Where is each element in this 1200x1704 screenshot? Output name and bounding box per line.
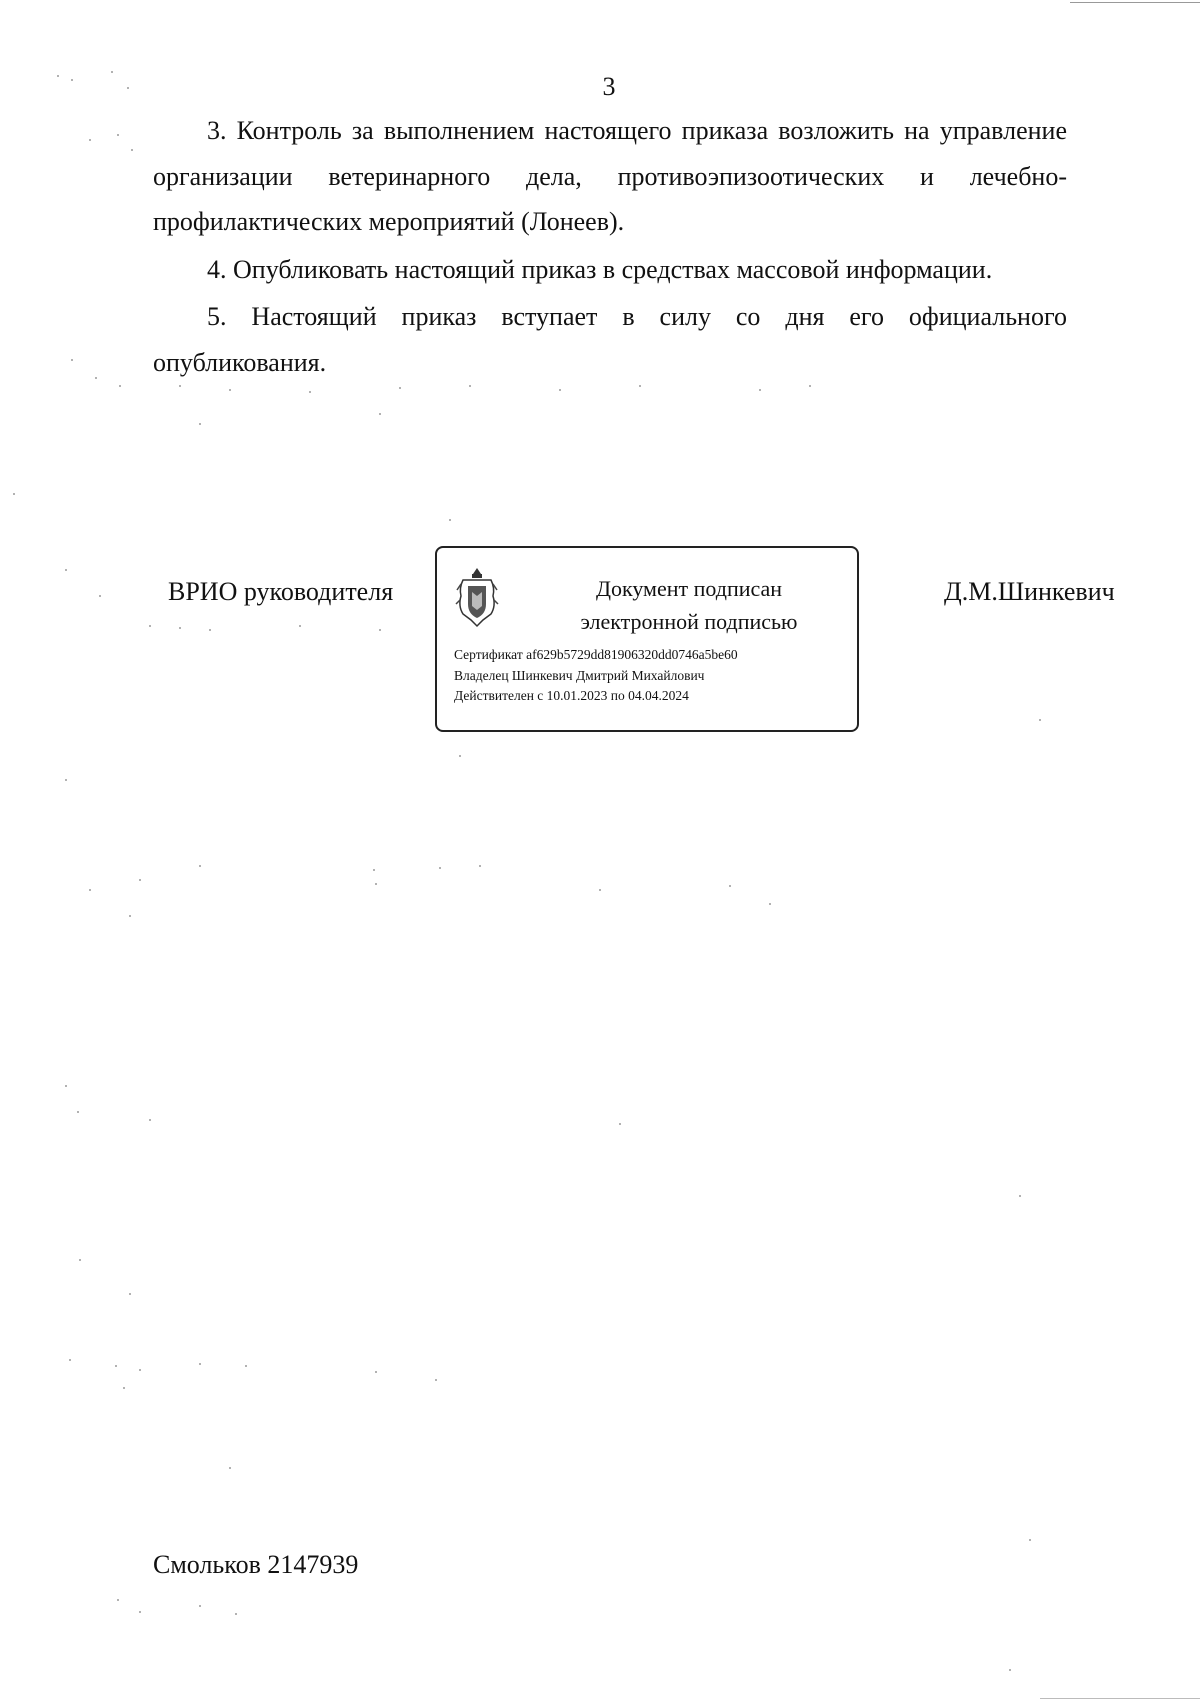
- scan-edge-top: [1070, 2, 1200, 3]
- scan-edge-bottom: [1040, 1698, 1200, 1699]
- regional-coat-of-arms-icon: [455, 566, 499, 628]
- stamp-certificate: Сертификат af629b5729dd81906320dd0746a5be60: [454, 647, 738, 662]
- signer-position: ВРИО руководителя: [168, 577, 394, 606]
- paragraph-5: 5. Настоящий приказ вступает в силу со дня его официального опубликования.: [153, 302, 1067, 377]
- stamp-details: [454, 645, 738, 707]
- page-number: 3: [602, 72, 616, 101]
- order-body: [153, 108, 1067, 387]
- stamp-owner: Владелец Шинкевич Дмитрий Михайлович: [454, 667, 705, 683]
- stamp-title-line-1: Документ подписан: [595, 576, 783, 601]
- stamp-validity: Действителен с 10.01.2023 по 04.04.2024: [454, 688, 689, 703]
- electronic-signature-stamp: [435, 546, 859, 732]
- stamp-title: [537, 572, 841, 638]
- executor-note: Смольков 2147939: [153, 1550, 359, 1579]
- stamp-title-line-2: электронной подписью: [580, 609, 798, 634]
- paragraph-3: 3. Контроль за выполнением настоящего приказа возложить на управление организации ветеринарного дела, противоэпизоотических и лечебно-профилактических мероприятий (Лонеев).: [153, 116, 1067, 236]
- paragraph-4: 4. Опубликовать настоящий приказ в средствах массовой информации.: [207, 254, 993, 284]
- signer-name: Д.М.Шинкевич: [944, 577, 1115, 606]
